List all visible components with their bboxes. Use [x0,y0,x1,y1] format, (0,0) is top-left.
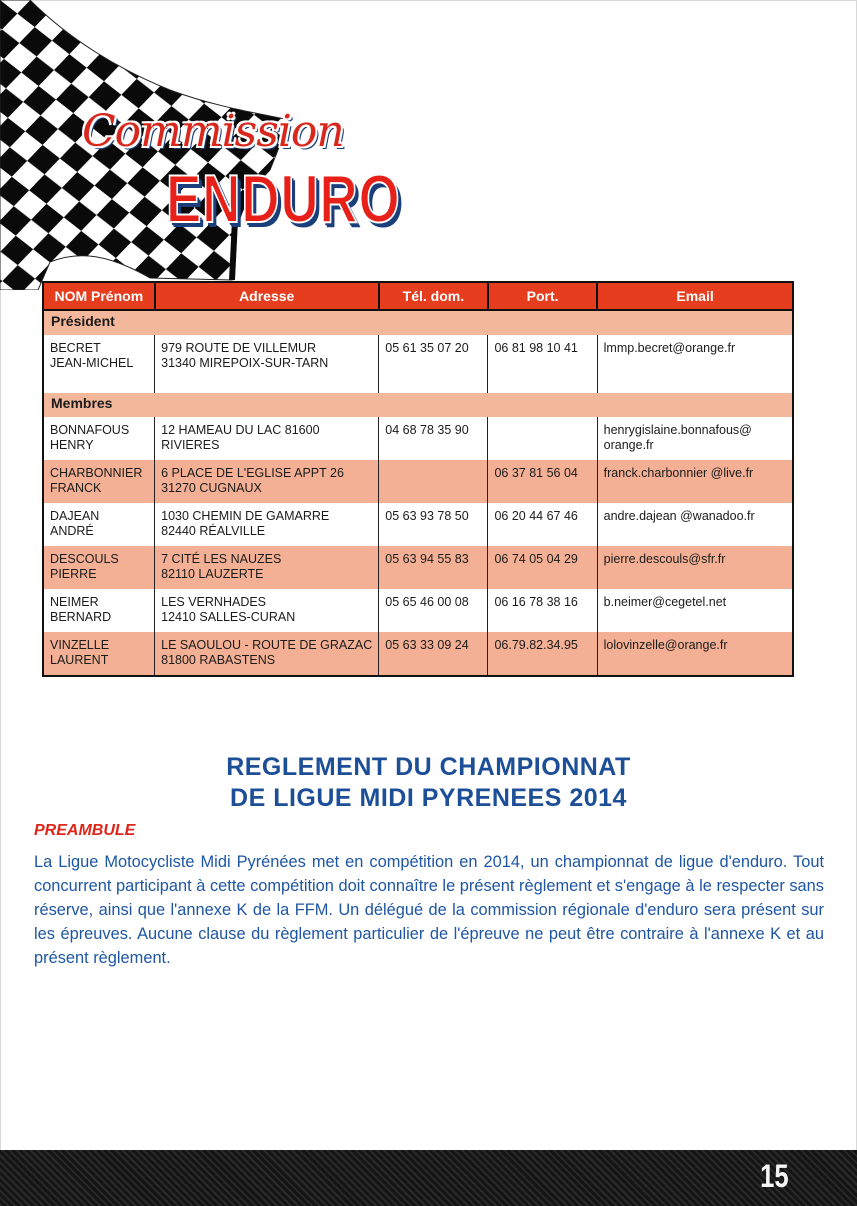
member-address: 979 ROUTE DE VILLEMUR 31340 MIREPOIX-SUR-TARN [155,335,379,393]
member-email: franck.charbonnier @live.fr [597,460,793,503]
member-home-phone: 04 68 78 35 90 [379,417,488,460]
preambule-paragraph: La Ligue Motocycliste Midi Pyrénées met en compétition en 2014, un championnat de ligue d'enduro. Tout concurrent participant à cette compétition doit connaître le présent règlement et s'engage à le respecter sans réserve, ainsi que l'annexe K de la FFM. Un délégué de la commission régionale d'enduro sera présent sur les épreuves. Aucune clause du règlement particulier de l'épreuve ne peut être contraire à l'annexe K et au présent règlement. [34,853,824,967]
preambule-heading: PREAMBULE [34,822,136,839]
col-header-mobile: Port. [488,282,597,310]
table-row [43,335,793,393]
member-email: b.neimer@cegetel.net [597,589,793,632]
table-row [43,503,793,546]
member-home-phone: 05 63 93 78 50 [379,503,488,546]
member-address: 1030 CHEMIN DE GAMARRE 82440 RÉALVILLE [155,503,379,546]
member-home-phone: 05 63 94 55 83 [379,546,488,589]
enduro-title: ENDURO [166,161,401,237]
footer-band [0,1150,857,1206]
rules-title-line2: DE LIGUE MIDI PYRENEES 2014 [230,784,627,812]
member-name: BECRET JEAN-MICHEL [43,335,155,393]
table-row [43,417,793,460]
section-row-president [43,310,793,335]
section-label: Président [43,310,793,335]
member-name: CHARBONNIER FRANCK [43,460,155,503]
member-home-phone [379,460,488,503]
col-header-home-phone: Tél. dom. [379,282,488,310]
table-row [43,632,793,676]
member-home-phone: 05 65 46 00 08 [379,589,488,632]
members-table [42,281,794,677]
member-home-phone: 05 63 33 09 24 [379,632,488,676]
member-address: LE SAOULOU - ROUTE DE GRAZAC 81800 RABASTENS [155,632,379,676]
table-row [43,589,793,632]
member-name: NEIMER BERNARD [43,589,155,632]
col-header-email: Email [597,282,793,310]
member-address: 6 PLACE DE L'EGLISE APPT 26 31270 CUGNAUX [155,460,379,503]
member-email: lmmp.becret@orange.fr [597,335,793,393]
member-mobile: 06.79.82.34.95 [488,632,597,676]
rules-title [0,752,857,814]
member-name: DAJEAN ANDRÉ [43,503,155,546]
member-email: andre.dajean @wanadoo.fr [597,503,793,546]
member-name: DESCOULS PIERRE [43,546,155,589]
section-row-members [43,393,793,417]
table-row [43,460,793,503]
member-address: 12 HAMEAU DU LAC 81600 RIVIERES [155,417,379,460]
member-mobile: 06 20 44 67 46 [488,503,597,546]
member-email: lolovinzelle@orange.fr [597,632,793,676]
col-header-address: Adresse [155,282,379,310]
page-number: 15 [760,1158,789,1194]
section-label: Membres [43,393,793,417]
member-mobile: 06 81 98 10 41 [488,335,597,393]
member-home-phone: 05 61 35 07 20 [379,335,488,393]
member-email: pierre.descouls@sfr.fr [597,546,793,589]
col-header-name: NOM Prénom [43,282,155,310]
table-header-row [43,282,793,310]
commission-label: Commission [82,106,344,157]
table-row [43,546,793,589]
member-address: 7 CITÉ LES NAUZES 82110 LAUZERTE [155,546,379,589]
member-email: henrygislaine.bonnafous@ orange.fr [597,417,793,460]
member-name: BONNAFOUS HENRY [43,417,155,460]
member-name: VINZELLE LAURENT [43,632,155,676]
member-mobile [488,417,597,460]
rules-title-line1: REGLEMENT DU CHAMPIONNAT [226,753,631,781]
member-mobile: 06 37 81 56 04 [488,460,597,503]
member-address: LES VERNHADES 12410 SALLES-CURAN [155,589,379,632]
member-mobile: 06 74 05 04 29 [488,546,597,589]
member-mobile: 06 16 78 38 16 [488,589,597,632]
